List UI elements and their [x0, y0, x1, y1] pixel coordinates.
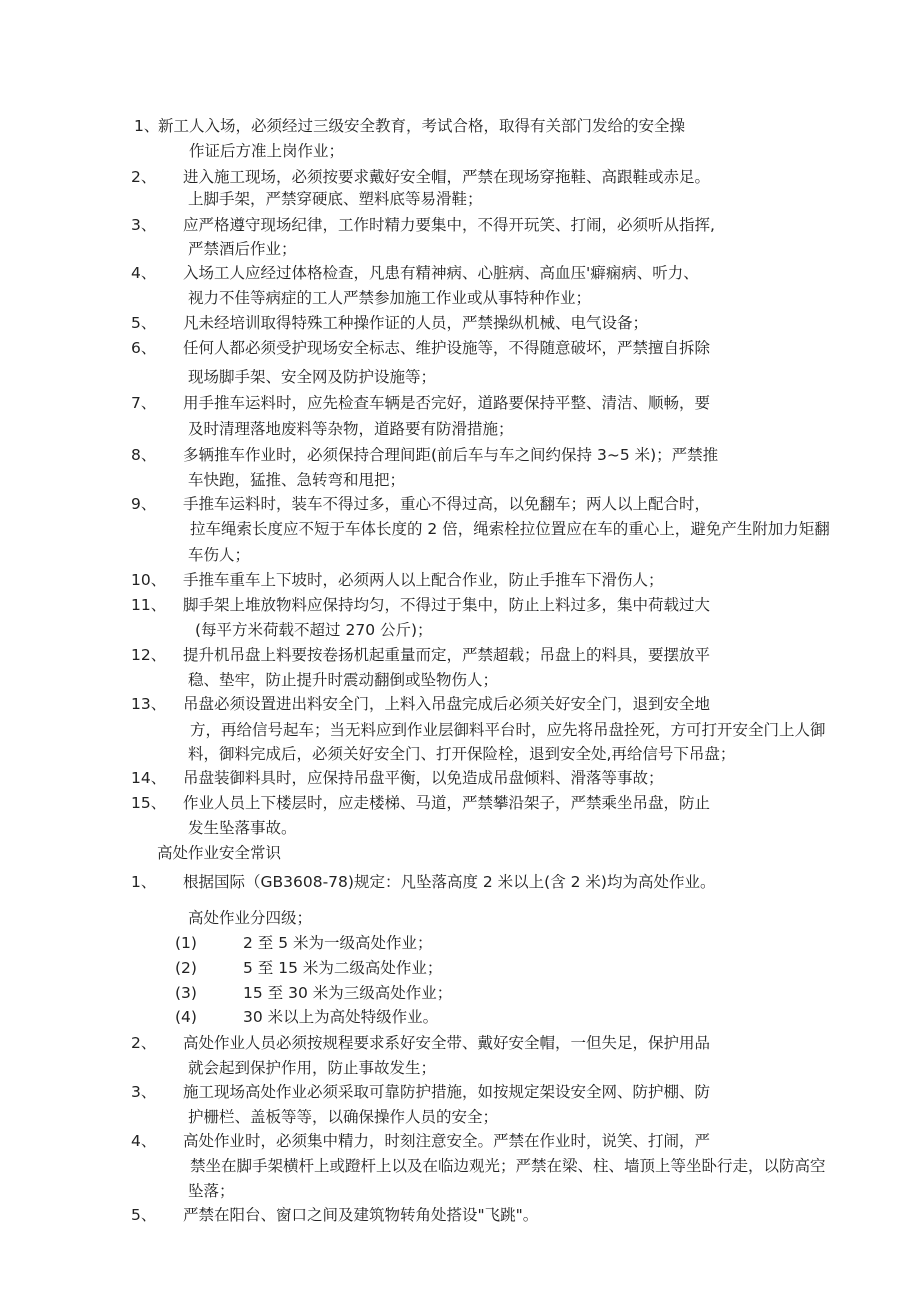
item-text: 高处作业人员必须按规程要求系好安全带、戴好安全帽，一但失足，保护用品: [183, 1034, 711, 1052]
item-text: 发生坠落事故。: [188, 819, 297, 837]
item-number: 6、: [131, 339, 157, 357]
item-number: 3、: [131, 1083, 157, 1101]
level-number: (1): [175, 934, 197, 952]
level-text: 15 至 30 米为三级高处作业；: [243, 984, 453, 1002]
item-text: 就会起到保护作用，防止事故发生；: [188, 1059, 437, 1077]
item-text: 多辆推车作业时，必须保持合理间距(前后车与车之间约保持 3~5 米)；严禁推: [183, 446, 719, 464]
level-number: (2): [175, 959, 197, 977]
item-number: 1、: [134, 117, 160, 135]
item-number: 3、: [131, 216, 157, 234]
item-text: 车快跑，猛推、急转弯和甩把；: [188, 471, 406, 489]
item-text: 作证后方准上岗作业；: [189, 142, 345, 160]
item-text: 现场脚手架、安全网及防护设施等；: [188, 368, 437, 386]
item-text: 提升机吊盘上料要按卷扬机起重量而定，严禁超载；吊盘上的料具，要摆放平: [183, 646, 711, 664]
item-text: 拉车绳索长度应不短于车体长度的 2 倍，绳索栓拉位置应在车的重心上，避免产生附加力矩翻: [190, 520, 830, 538]
item-text: 脚手架上堆放物料应保持均匀，不得过于集中，防止上料过多，集中荷载过大: [183, 596, 711, 614]
item-text: 严禁酒后作业；: [188, 240, 297, 258]
item-number: 8、: [131, 446, 157, 464]
item-text: 施工现场高处作业必须采取可靠防护措施，如按规定架设安全网、防护棚、防: [183, 1083, 711, 1101]
item-number: 4、: [131, 264, 157, 282]
item-number: 1、: [131, 873, 157, 891]
item-text: 高处作业分四级；: [188, 909, 313, 927]
item-text: 凡未经培训取得特殊工种操作证的人员，严禁操纵机械、电气设备；: [183, 314, 649, 332]
item-text: 禁坐在脚手架横杆上或蹬杆上以及在临边观光；严禁在梁、柱、墙顶上等坐卧行走，以防高空: [190, 1157, 826, 1175]
item-number: 14、: [131, 769, 167, 787]
item-text: 护栅栏、盖板等等，以确保操作人员的安全；: [188, 1108, 499, 1126]
item-text: 及时清理落地废料等杂物，道路要有防滑措施；: [188, 420, 514, 438]
level-text: 5 至 15 米为二级高处作业；: [243, 959, 443, 977]
item-number: 15、: [131, 794, 167, 812]
item-text: 入场工人应经过体格检查，凡患有精神病、心脏病、高血压'癖痫病、听力、: [183, 264, 699, 282]
section-heading: 高处作业安全常识: [157, 844, 282, 862]
item-number: 2、: [131, 1034, 157, 1052]
item-text: 进入施工现场，必须按要求戴好安全帽，严禁在现场穿拖鞋、高跟鞋或赤足。: [183, 168, 711, 186]
item-number: 4、: [131, 1132, 157, 1150]
item-text: 稳、垫牢，防止提升时震动翻倒或坠物伤人；: [188, 671, 499, 689]
item-number: 11、: [131, 596, 167, 614]
level-text: 2 至 5 米为一级高处作业；: [243, 934, 433, 952]
item-text: 吊盘装御料具时，应保持吊盘平衡，以免造成吊盘倾料、滑落等事故；: [183, 769, 664, 787]
item-number: 7、: [131, 394, 157, 412]
item-text: 用手推车运料时，应先检查车辆是否完好，道路要保持平整、清洁、顺畅，要: [183, 394, 711, 412]
item-text: 吊盘必须设置进出料安全门，上料入吊盘完成后必须关好安全门，退到安全地: [183, 695, 711, 713]
item-text: 料，御料完成后，必须关好安全门、打开保险栓，退到安全处,再给信号下吊盘；: [188, 745, 736, 763]
item-number: 12、: [131, 646, 167, 664]
item-text: 视力不佳等病症的工人严禁参加施工作业或从事特种作业；: [188, 289, 592, 307]
item-text: 严禁在阳台、窗口之间及建筑物转角处搭设"飞跳"。: [183, 1206, 539, 1224]
level-number: (4): [175, 1008, 197, 1026]
level-number: (3): [175, 984, 197, 1002]
item-text: 上脚手架，严禁穿硬底、塑料底等易滑鞋；: [188, 190, 483, 208]
level-text: 30 米以上为高处特级作业。: [243, 1008, 439, 1026]
item-number: 10、: [131, 571, 167, 589]
item-text: 手推车重车上下坡时，必须两人以上配合作业，防止手推车下滑伤人；: [183, 571, 664, 589]
item-text: 高处作业时，必须集中精力，时刻注意安全。严禁在作业时，说笑、打闹，严: [183, 1132, 711, 1150]
item-text: 手推车运料时，装车不得过多，重心不得过高，以免翻车；两人以上配合时，: [183, 495, 711, 513]
item-text: 新工人入场，必须经过三级安全教育，考试合格，取得有关部门发给的安全操: [158, 117, 686, 135]
item-text: 车伤人；: [188, 546, 251, 564]
item-text: 坠落；: [188, 1182, 235, 1200]
item-number: 5、: [131, 1206, 157, 1224]
item-number: 9、: [131, 495, 157, 513]
item-text: 应严格遵守现场纪律，工作时精力要集中，不得开玩笑、打闹，必须听从指挥,: [183, 216, 715, 234]
item-text: 方，再给信号起车；当无料应到作业层御料平台时，应先将吊盘拴死，方可打开安全门上人御: [190, 721, 826, 739]
item-text: (每平方米荷载不超过 270 公斤)；: [195, 621, 433, 639]
item-number: 2、: [131, 168, 157, 186]
item-text: 根据国际（GB3608-78)规定：凡坠落高度 2 米以上(含 2 米)均为高处作业。: [183, 873, 716, 891]
item-text: 作业人员上下楼层时，应走楼梯、马道，严禁攀沿架子，严禁乘坐吊盘，防止: [183, 794, 711, 812]
item-text: 任何人都必须受护现场安全标志、维护设施等，不得随意破坏，严禁擅自拆除: [183, 339, 711, 357]
item-number: 5、: [131, 314, 157, 332]
item-number: 13、: [131, 695, 167, 713]
